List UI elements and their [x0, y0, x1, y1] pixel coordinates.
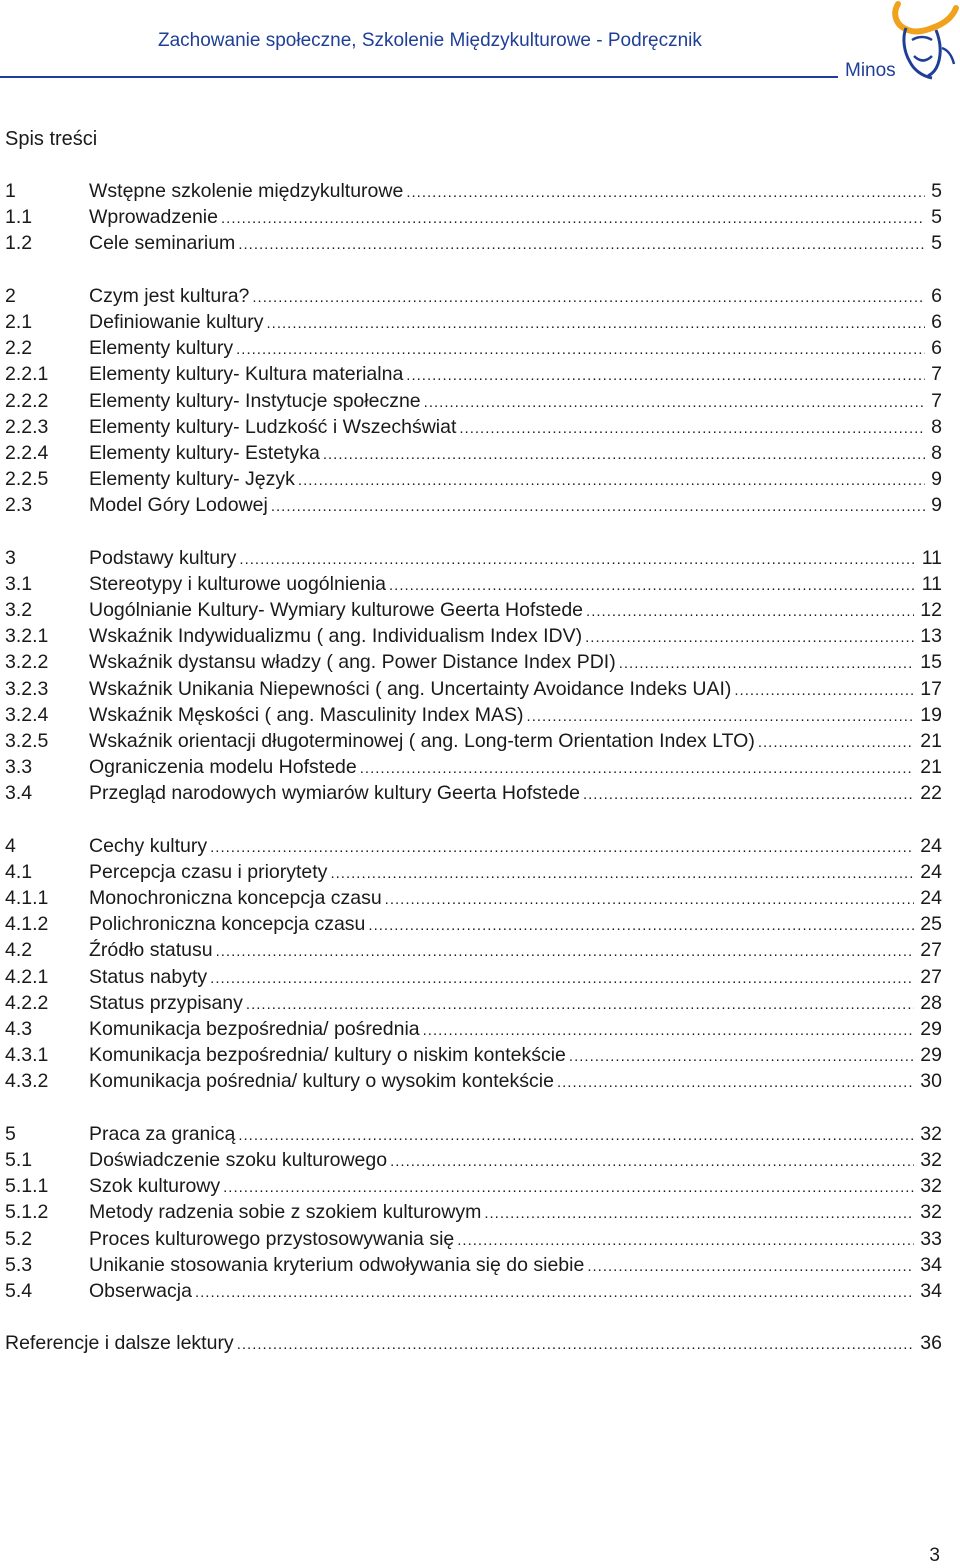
toc-entry-page: 29	[920, 1044, 942, 1067]
toc-entry[interactable]	[5, 754, 942, 780]
toc-entry-title: Wprowadzenie	[89, 206, 218, 229]
toc-entry-page: 5	[931, 232, 942, 255]
toc-dot-leader	[619, 651, 915, 677]
toc-dot-leader	[424, 390, 925, 416]
toc-entry-page: 12	[920, 599, 942, 621]
toc-dot-leader	[210, 966, 914, 992]
toc-entry[interactable]	[5, 964, 942, 990]
toc-entry-page: 9	[931, 468, 942, 491]
toc-entry-page: 34	[920, 1279, 942, 1302]
toc-entry-page: 21	[920, 756, 942, 779]
toc-entry[interactable]	[5, 335, 942, 361]
toc-entry[interactable]	[5, 702, 942, 728]
toc-entry-title: Elementy kultury- Język	[89, 468, 295, 491]
toc-entry-title: Doświadczenie szoku kulturowego	[89, 1148, 388, 1171]
toc-entry-title: Elementy kultury- Ludzkość i Wszechświat	[89, 415, 457, 438]
toc-dot-leader	[587, 1254, 914, 1280]
toc-entry[interactable]	[5, 1278, 942, 1304]
toc-entry-title: Stereotypy i kulturowe uogólnienia	[89, 572, 387, 595]
toc-entry-number: 5.1	[5, 1148, 33, 1171]
toc-dot-leader	[360, 756, 915, 782]
toc-entry[interactable]	[5, 440, 942, 466]
toc-entry-page: 15	[920, 651, 942, 674]
toc-entry-number: 1.1	[5, 206, 33, 229]
toc-dot-leader	[195, 1280, 914, 1306]
toc-dot-leader	[216, 939, 915, 965]
page-number: 3	[929, 1545, 940, 1566]
toc-entry-page: 6	[931, 284, 942, 307]
toc-entry[interactable]	[5, 466, 942, 492]
toc-dot-leader	[586, 599, 914, 625]
toc-entry-number: 5.4	[5, 1279, 33, 1302]
toc-entry-title: Unikanie stosowania kryterium odwoływania się do siebie	[89, 1253, 585, 1276]
toc-entry-title: Wstępne szkolenie międzykulturowe	[89, 180, 404, 202]
toc-entry-page: 36	[920, 1332, 942, 1355]
toc-entry-page: 11	[921, 546, 942, 569]
toc-entry[interactable]	[5, 1199, 942, 1225]
toc-entry-page: 22	[920, 782, 942, 805]
toc-entry-title: Źródło statusu	[89, 939, 213, 962]
toc-entry-title: Komunikacja bezpośrednia/ pośrednia	[89, 1018, 420, 1040]
toc-dot-leader	[223, 1175, 914, 1201]
toc-dot-leader	[585, 625, 914, 651]
toc-entry-title: Komunikacja bezpośrednia/ kultury o niskim kontekście	[89, 1044, 566, 1067]
toc-entry-title: Proces kulturowego przystosowywania się	[89, 1227, 455, 1250]
toc-entry-number: 3	[5, 546, 16, 569]
toc-entry-page: 5	[931, 206, 942, 229]
toc-entry-title: Cele seminarium	[89, 232, 236, 255]
toc-dot-leader	[221, 206, 925, 232]
toc-entry[interactable]	[5, 859, 942, 885]
toc-entry-number: 3.4	[5, 782, 33, 805]
toc-entry-number: 4.3	[5, 1018, 33, 1040]
toc-entry-number: 2.1	[5, 310, 33, 333]
toc-entry-page: 21	[920, 729, 942, 752]
toc-dot-leader	[758, 730, 914, 756]
toc-entry-page: 30	[920, 1070, 942, 1093]
toc-dot-leader	[459, 416, 925, 442]
toc-entry-page: 24	[920, 860, 942, 883]
toc-entry[interactable]	[5, 649, 942, 675]
toc-entry-page: 24	[920, 887, 942, 910]
toc-entry-title: Wskaźnik dystansu władzy ( ang. Power Distance Index PDI)	[89, 651, 616, 674]
toc-entry[interactable]	[5, 492, 942, 518]
toc-entry-number: 3.2	[5, 599, 33, 621]
toc-dot-leader	[457, 1228, 914, 1254]
toc-entry-number: 4	[5, 834, 16, 857]
toc-entry-title: Uogólnianie Kultury- Wymiary kulturowe Geerta Hofstede	[89, 599, 584, 621]
toc-entry[interactable]	[5, 204, 942, 230]
toc-entry-number: 4.1.2	[5, 913, 49, 936]
toc-entry-number: 4.2.1	[5, 965, 49, 988]
toc-entry-title: Praca za granicą	[89, 1122, 236, 1145]
toc-dot-leader	[246, 992, 914, 1018]
toc-entry-number: 4.1.1	[5, 887, 49, 910]
toc-entry-title: Komunikacja pośrednia/ kultury o wysokim kontekście	[89, 1070, 554, 1093]
toc-entry-page: 32	[920, 1175, 942, 1198]
toc-entry[interactable]	[5, 990, 942, 1016]
toc-entry[interactable]	[5, 1173, 942, 1199]
minos-bull-logo-icon	[892, 0, 960, 87]
toc-entry-page: 32	[920, 1148, 942, 1171]
toc-entry-number: 2	[5, 284, 16, 307]
toc-entry[interactable]	[5, 1226, 942, 1252]
toc-entry-title: Elementy kultury- Kultura materialna	[89, 363, 404, 386]
toc-dot-leader	[557, 1070, 914, 1096]
toc-entry[interactable]	[5, 414, 942, 440]
toc-entry[interactable]	[5, 728, 942, 754]
document-header-title: Zachowanie społeczne, Szkolenie Międzykulturowe - Podręcznik	[158, 30, 702, 51]
toc-entry-title: Elementy kultury- Estetyka	[89, 441, 320, 464]
toc-dot-leader	[252, 285, 925, 311]
toc-entry-title: Obserwacja	[89, 1279, 192, 1302]
toc-entry-page: 8	[931, 415, 942, 438]
toc-dot-leader	[237, 1332, 915, 1358]
toc-dot-leader	[385, 887, 915, 913]
toc-heading: Spis treści	[5, 128, 98, 150]
toc-entry[interactable]	[5, 1147, 942, 1173]
toc-entry-page: 25	[920, 913, 942, 936]
toc-dot-leader	[330, 861, 914, 887]
toc-entry[interactable]	[5, 833, 942, 859]
toc-dot-leader	[734, 678, 914, 704]
toc-dot-leader	[527, 704, 915, 730]
toc-entry-page: 33	[920, 1227, 942, 1250]
toc-entry-number: 5.3	[5, 1253, 33, 1276]
toc-entry-number: 2.3	[5, 494, 33, 517]
toc-entry-title: Metody radzenia sobie z szokiem kulturowym	[89, 1201, 482, 1224]
toc-dot-leader	[423, 1018, 915, 1044]
toc-entry-number: 4.2.2	[5, 991, 49, 1014]
toc-entry[interactable]	[5, 309, 942, 335]
toc-entry-page: 7	[931, 389, 942, 412]
toc-dot-leader	[406, 363, 925, 389]
toc-entry-page: 7	[931, 363, 942, 386]
toc-entry-title: Wskaźnik Indywidualizmu ( ang. Individualism Index IDV)	[89, 625, 583, 648]
toc-entry-title: Model Góry Lodowej	[89, 494, 268, 517]
toc-entry[interactable]	[5, 361, 942, 387]
toc-dot-leader	[298, 468, 925, 494]
toc-entry-number: 5	[5, 1122, 16, 1145]
toc-entry-page: 24	[920, 834, 942, 857]
toc-entry-title: Wskaźnik Męskości ( ang. Masculinity Index MAS)	[89, 703, 524, 726]
toc-entry-page: 32	[920, 1122, 942, 1145]
toc-entry-title: Definiowanie kultury	[89, 310, 264, 333]
toc-entry[interactable]	[5, 780, 942, 806]
toc-entry-number: 2.2	[5, 337, 33, 360]
header-divider	[0, 76, 838, 78]
toc-entry-number: 2.2.3	[5, 415, 49, 438]
toc-entry-number: 4.2	[5, 939, 33, 962]
toc-entry-title: Ograniczenia modelu Hofstede	[89, 756, 357, 779]
toc-entry-page: 17	[920, 677, 942, 700]
toc-dot-leader	[238, 1123, 914, 1149]
toc-dot-leader	[323, 442, 925, 468]
toc-entry-number: 2.2.4	[5, 441, 49, 464]
toc-entry-page: 27	[920, 939, 942, 962]
toc-entry-number: 2.2.2	[5, 389, 49, 412]
toc-entry-page: 11	[921, 572, 942, 595]
toc-entry-page: 6	[931, 310, 942, 333]
toc-entry-title: Polichroniczna koncepcja czasu	[89, 913, 366, 936]
toc-entry-page: 6	[931, 337, 942, 360]
toc-entry-page: 34	[920, 1253, 942, 1276]
toc-entry[interactable]	[5, 1068, 942, 1094]
toc-dot-leader	[271, 494, 925, 520]
toc-entry-title: Monochroniczna koncepcja czasu	[89, 887, 382, 910]
toc-entry-page: 32	[920, 1201, 942, 1224]
toc-dot-leader	[569, 1044, 914, 1070]
toc-dot-leader	[484, 1201, 914, 1227]
toc-entry-page: 13	[920, 625, 942, 648]
toc-entry[interactable]	[5, 1042, 942, 1068]
toc-entry[interactable]	[5, 178, 942, 204]
toc-entry-number: 3.2.1	[5, 625, 49, 648]
toc-entry-title: Cechy kultury	[89, 834, 208, 857]
toc-entry[interactable]	[5, 676, 942, 702]
toc-dot-leader	[406, 180, 925, 206]
toc-dot-leader	[210, 835, 914, 861]
toc-entry-page: 9	[931, 494, 942, 517]
toc-entry-page: 27	[920, 965, 942, 988]
toc-dot-leader	[368, 913, 914, 939]
toc-entry-page: 28	[920, 991, 942, 1014]
toc-entry-title: Referencje i dalsze lektury	[5, 1332, 234, 1355]
toc-entry-page: 29	[920, 1018, 942, 1040]
toc-dot-leader	[390, 1149, 914, 1175]
toc-dot-leader	[238, 232, 925, 258]
toc-entry-number: 3.2.3	[5, 677, 49, 700]
toc-entry-title: Szok kulturowy	[89, 1175, 221, 1198]
toc-entry-title: Elementy kultury- Instytucje społeczne	[89, 389, 421, 412]
toc-entry[interactable]	[5, 1330, 942, 1356]
toc-entry[interactable]	[5, 230, 942, 256]
toc-entry[interactable]	[5, 1121, 942, 1147]
toc-entry-number: 3.3	[5, 756, 33, 779]
toc-entry[interactable]	[5, 283, 942, 309]
toc-entry-number: 5.1.1	[5, 1175, 49, 1198]
toc-entry-number: 3.2.5	[5, 729, 49, 752]
toc-entry-page: 8	[931, 441, 942, 464]
toc-dot-leader	[236, 337, 925, 363]
toc-entry-title: Percepcja czasu i priorytety	[89, 860, 328, 883]
toc-entry-page: 19	[920, 703, 942, 726]
toc-entry[interactable]	[5, 623, 942, 649]
toc-entry[interactable]	[5, 1252, 942, 1278]
toc-dot-leader	[583, 782, 914, 808]
toc-entry[interactable]	[5, 885, 942, 911]
toc-entry-number: 3.1	[5, 572, 33, 595]
toc-entry-number: 4.3.1	[5, 1044, 49, 1067]
toc-entry[interactable]	[5, 571, 942, 597]
toc-entry-title: Status nabyty	[89, 965, 208, 988]
toc-entry-number: 2.2.1	[5, 363, 49, 386]
toc-entry-title: Czym jest kultura?	[89, 284, 250, 307]
toc-entry-title: Wskaźnik Unikania Niepewności ( ang. Uncertainty Avoidance Indeks UAI)	[89, 677, 732, 700]
toc-entry[interactable]	[5, 1016, 942, 1042]
toc-entry-number: 3.2.4	[5, 703, 49, 726]
toc-entry-number: 1.2	[5, 232, 33, 255]
toc-entry-title: Status przypisany	[89, 991, 243, 1014]
toc-entry-number: 3.2.2	[5, 651, 49, 674]
table-of-contents	[5, 178, 942, 1356]
toc-entry-title: Elementy kultury	[89, 337, 234, 360]
toc-entry-title: Wskaźnik orientacji długoterminowej ( ang. Long-term Orientation Index LTO)	[89, 729, 755, 752]
toc-entry[interactable]	[5, 911, 942, 937]
toc-entry[interactable]	[5, 545, 942, 571]
toc-entry-title: Przegląd narodowych wymiarów kultury Geerta Hofstede	[89, 782, 580, 805]
toc-entry-number: 4.1	[5, 860, 33, 883]
toc-entry-number: 5.1.2	[5, 1201, 49, 1224]
brand-name: Minos	[845, 60, 896, 81]
toc-entry-number: 1	[5, 180, 16, 202]
toc-entry-number: 2.2.5	[5, 468, 49, 491]
toc-dot-leader	[267, 311, 926, 337]
toc-entry-page: 5	[931, 180, 942, 202]
toc-dot-leader	[239, 547, 915, 573]
toc-entry-number: 4.3.2	[5, 1070, 49, 1093]
toc-entry[interactable]	[5, 388, 942, 414]
toc-entry[interactable]	[5, 597, 942, 623]
toc-entry-title: Podstawy kultury	[89, 546, 237, 569]
toc-entry[interactable]	[5, 937, 942, 963]
toc-dot-leader	[389, 573, 916, 599]
toc-entry-number: 5.2	[5, 1227, 33, 1250]
